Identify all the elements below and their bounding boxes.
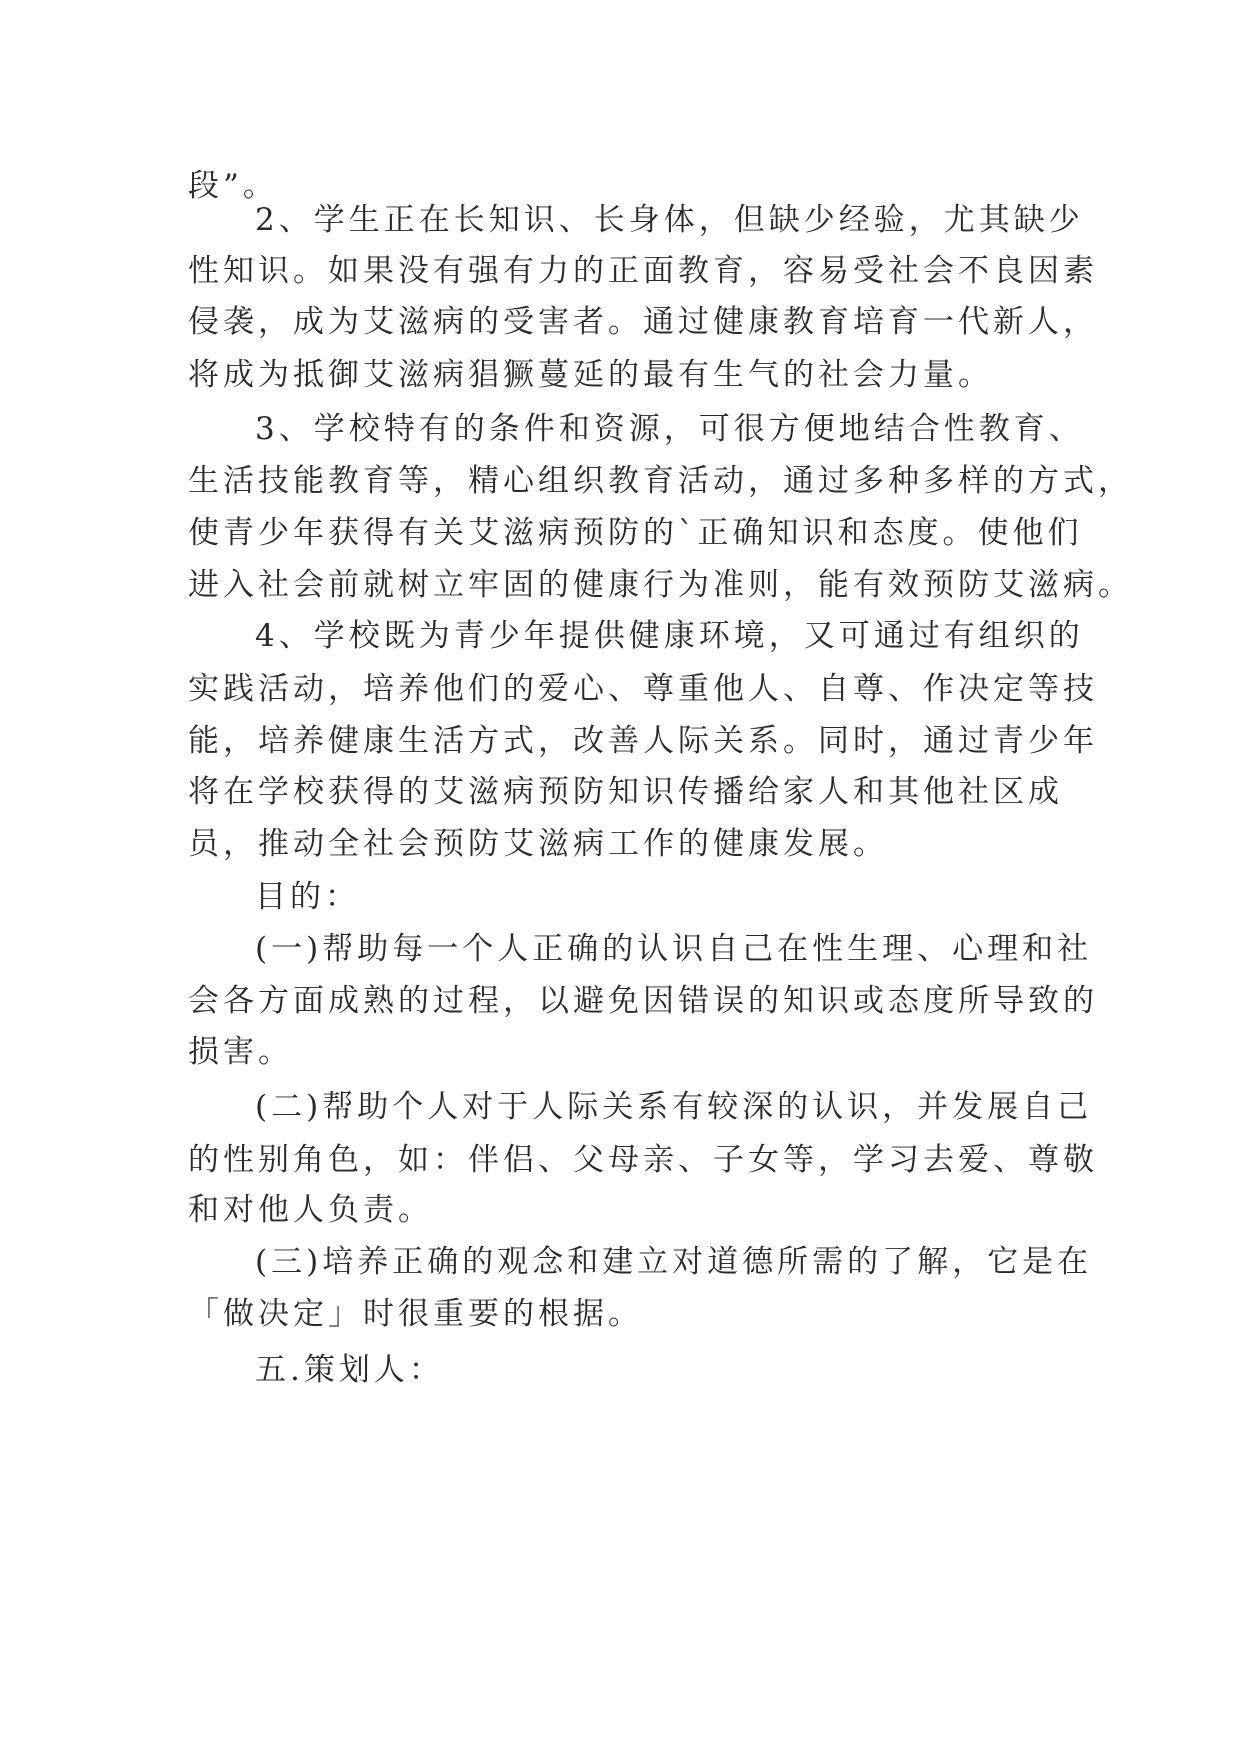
paragraph-4-line: 4、学校既为青少年提供健康环境，又可通过有组织的	[255, 618, 1084, 654]
section-heading-planner: 五.策划人：	[255, 1352, 444, 1388]
text-line: 性知识。如果没有强有力的正面教育，容易受社会不良因素	[188, 253, 1098, 289]
paragraph-2-line: 2、学生正在长知识、长身体，但缺少经验，尤其缺少	[255, 202, 1084, 238]
text-line: 实践活动，培养他们的爱心、尊重他人、自尊、作决定等技	[188, 671, 1098, 707]
text-line: 和对他人负责。	[188, 1192, 433, 1228]
text-line: 侵袭，成为艾滋病的受害者。通过健康教育培育一代新人，	[188, 304, 1098, 340]
text-line: 的性别角色，如：伴侣、父母亲、子女等，学习去爱、尊敬	[188, 1142, 1098, 1178]
text-line: 使青少年获得有关艾滋病预防的`正确知识和态度。使他们	[188, 515, 1083, 551]
text-line: 进入社会前就树立牢固的健康行为准则，能有效预防艾滋病。	[188, 567, 1133, 603]
text-line: 损害。	[188, 1034, 293, 1070]
purpose-item-3-line: (三)培养正确的观念和建立对道德所需的了解，它是在	[255, 1244, 1093, 1280]
text-line: 员，推动全社会预防艾滋病工作的健康发展。	[188, 826, 888, 862]
text-line: 能，培养健康生活方式，改善人际关系。同时，通过青少年	[188, 723, 1098, 759]
purpose-heading: 目的：	[255, 879, 360, 915]
text-line: 生活技能教育等，精心组织教育活动，通过多种多样的方式，	[188, 463, 1133, 499]
text-line: 会各方面成熟的过程，以避免因错误的知识或态度所导致的	[188, 983, 1098, 1019]
purpose-item-2-line: (二)帮助个人对于人际关系有较深的认识，并发展自己	[255, 1089, 1093, 1125]
text-line: 段”。	[188, 168, 278, 204]
paragraph-3-line: 3、学校特有的条件和资源，可很方便地结合性教育、	[255, 411, 1084, 447]
text-line: 将在学校获得的艾滋病预防知识传播给家人和其他社区成	[188, 774, 1063, 810]
purpose-item-1-line: (一)帮助每一个人正确的认识自己在性生理、心理和社	[255, 931, 1093, 967]
text-line: 将成为抵御艾滋病猖獗蔓延的最有生气的社会力量。	[188, 357, 993, 393]
text-line: 「做决定」时很重要的根据。	[188, 1296, 643, 1332]
